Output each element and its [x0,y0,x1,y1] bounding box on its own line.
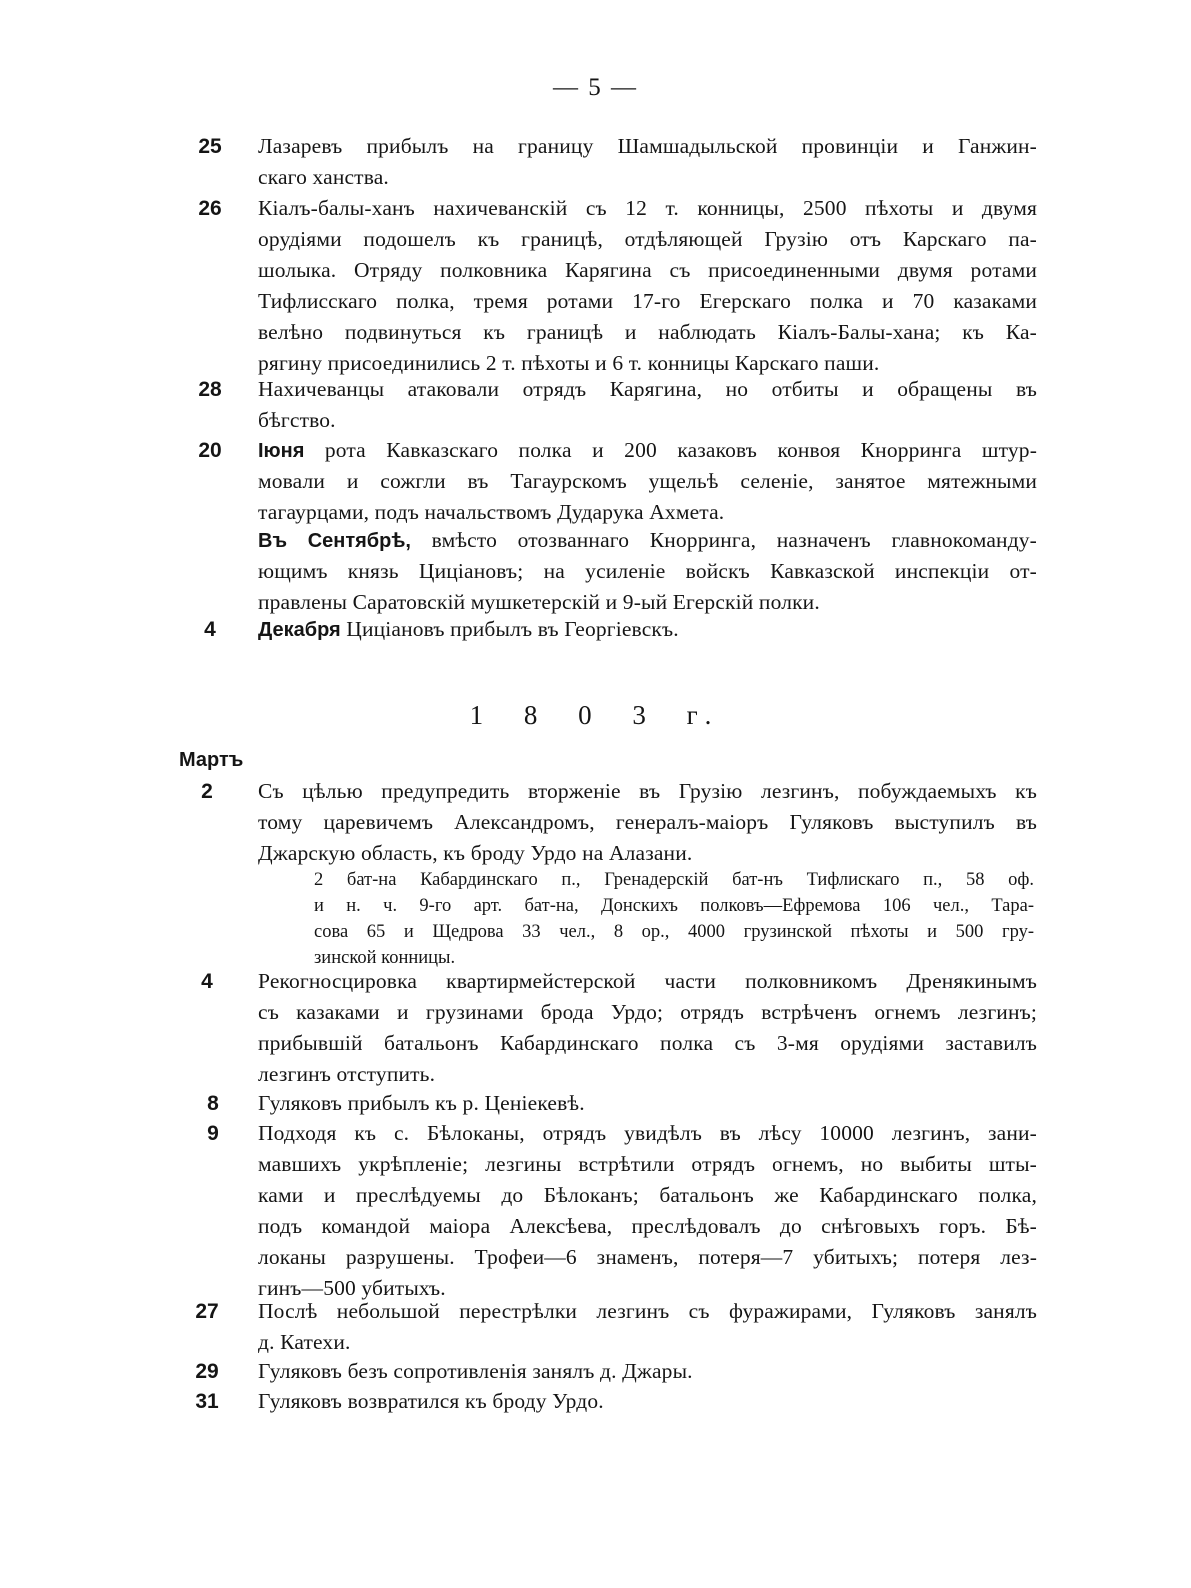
entry-line: тому царевичемъ Александромъ, генералъ-маіоръ Гуляковъ выступилъ въ [258,810,1037,834]
entry-line: Кіалъ-балы-ханъ нахичеванскій съ 12 т. конницы, 2500 пѣхоты и двумя [258,196,1037,220]
entry-line: Лазаревъ прибылъ на границу Шамшадыльской провинціи и Ганжин- [258,134,1037,158]
entry-first-line [258,525,1037,557]
entry-line: Гуляковъ возвратился къ броду Урдо. [258,1389,604,1413]
entry-day: 26 [198,197,222,220]
entry-line: Рекогносцировка квартирмейстерской части полковникомъ Дренякинымъ [258,969,1037,993]
entry-line: скаго ханства. [258,165,389,189]
entry-line: Гуляковъ прибылъ къ р. Ценіекевѣ. [258,1091,585,1115]
entry-line-text: Цицiановъ прибылъ въ Георгіевскъ. [346,617,679,641]
entry-line: правлены Саратовскій мушкетерскій и 9-ый Егерскій полки. [258,590,820,614]
entry-note-line: 2 бат-на Кабардинскаго п., Гренадерскій бат-нъ Тифлискаго п., 58 оф. [314,870,1034,890]
entry-day: 2 [201,780,213,803]
entry-line: Джарскую область, къ броду Урдо на Алазани. [258,841,693,865]
entry-day: 29 [195,1360,219,1383]
entry-day: 28 [198,378,222,401]
entry-note-line: и н. ч. 9-го арт. бат-на, Донскихъ полковъ—Ефремова 106 чел., Тара- [314,896,1034,916]
entry-line: велѣно подвинуться къ границѣ и наблюдать Кіалъ-Балы-хана; къ Ка- [258,320,1037,344]
entry-line: Подходя къ с. Бѣлоканы, отрядъ увидѣлъ въ лѣсу 10000 лезгинъ, зани- [258,1121,1037,1145]
entry-line: орудіями подошелъ къ границѣ, отдѣляющей Грузію отъ Карскаго па- [258,227,1037,251]
entry-day: 20 [198,439,222,462]
entry-day: 4 [204,618,216,641]
entry-line: ками и преслѣдуемы до Бѣлоканъ; батальонъ же Кабардинскаго полка, [258,1183,1037,1207]
entry-line: бѣгство. [258,408,336,432]
entry-line: гинъ—500 убитыхъ. [258,1276,446,1300]
entry-first-line [258,614,679,646]
month-lead: Іюня [258,440,305,462]
entry-line: Тифлисскаго полка, тремя ротами 17-го Егерскаго полка и 70 казаками [258,289,1037,313]
entry-first-line [258,435,1037,467]
entry-line: Гуляковъ безъ сопротивленія занялъ д. Джары. [258,1359,693,1383]
month-lead: Въ Сентябрѣ, [258,530,411,552]
entry-line: мавшихъ укрѣпленіе; лезгины встрѣтили отрядъ огнемъ, но выбиты шты- [258,1152,1037,1176]
year-heading: 1 8 0 3 г. [469,700,722,730]
entry-line: Съ цѣлью предупредить вторженіе въ Грузію лезгинъ, побуждаемыхъ къ [258,779,1037,803]
entry-line: подъ командой маіора Алексѣева, преслѣдовалъ до снѣговыхъ горъ. Бѣ- [258,1214,1037,1238]
entry-line: ющимъ князь Цицiановъ; на усиленіе войскъ Кавказской инспекціи от- [258,559,1037,583]
entry-day: 25 [198,135,222,158]
month-heading: Мартъ [179,749,244,771]
entry-line: Послѣ небольшой перестрѣлки лезгинъ съ фуражирами, Гуляковъ занялъ [258,1299,1037,1323]
entry-line: тагаурцами, подъ начальствомъ Дударука Ахмета. [258,500,725,524]
entry-line: рягину присоединились 2 т. пѣхоты и 6 т. конницы Карскаго паши. [258,351,880,375]
entry-day: 4 [201,970,213,993]
entry-day: 31 [195,1390,219,1413]
entry-line-text: вмѣсто отозваннаго Кнорринга, назначенъ главнокоманду- [431,528,1037,552]
entry-line: локаны разрушены. Трофеи—6 знаменъ, потеря—7 убитыхъ; потеря лез- [258,1245,1037,1269]
entry-note-line: зинской конницы. [314,948,456,968]
entry-line: лезгинъ отступить. [258,1062,436,1086]
entry-line: мовали и сожгли въ Тагаурскомъ ущельѣ селеніе, занятое мятежными [258,469,1037,493]
page-number: — 5 — [553,74,638,101]
month-lead: Декабря [258,619,341,641]
entry-day: 9 [207,1122,219,1145]
entry-line: д. Катехи. [258,1330,351,1354]
entry-line-text: рота Кавказскаго полка и 200 казаковъ конвоя Кнорринга штур- [324,438,1038,462]
entry-line: шолыка. Отряду полковника Карягина съ присоединенными двумя ротами [258,258,1037,282]
entry-line: съ казаками и грузинами брода Урдо; отрядъ встрѣченъ огнемъ лезгинъ; [258,1000,1037,1024]
entry-day: 8 [207,1092,219,1115]
entry-day: 27 [195,1300,219,1323]
entry-line: прибывшій батальонъ Кабардинскаго полка съ 3-мя орудіями заставилъ [258,1031,1037,1055]
entry-note-line: сова 65 и Щедрова 33 чел., 8 ор., 4000 грузинской пѣхоты и 500 гру- [314,922,1034,942]
entry-line: Нахичеванцы атаковали отрядъ Карягина, но отбиты и обращены въ [258,377,1037,401]
